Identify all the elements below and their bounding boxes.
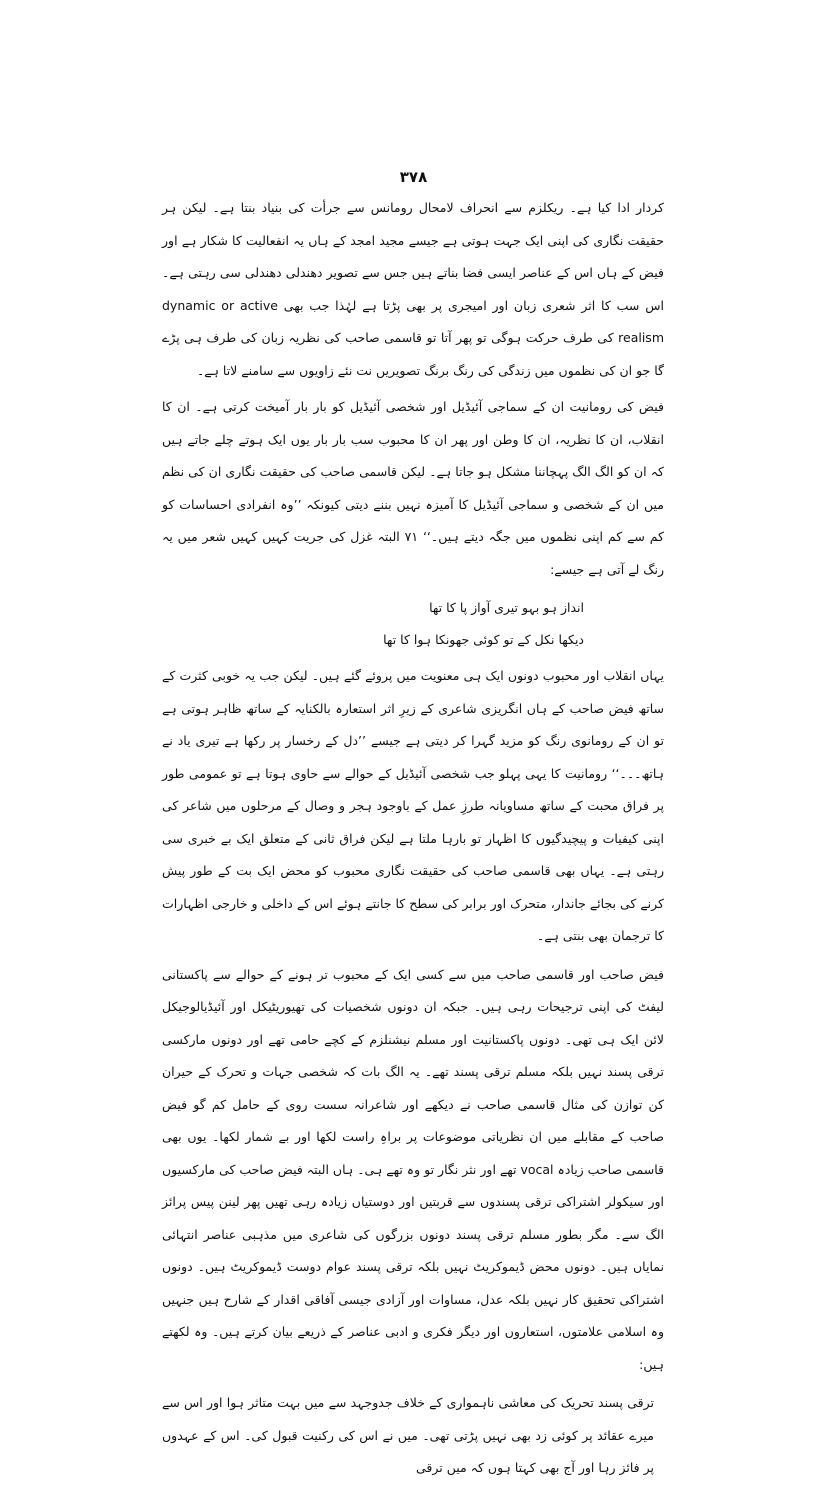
paragraph: کردار ادا کیا ہے۔ ریکلزم سے انحراف لامحال رومانس سے جرأت کی بنیاد بنتا ہے۔ لیکن ہر حقیقت نگاری کی اپنی ایک جہت ہوتی ہے جیسے مجید امجد کے ہاں یہ انفعالیت کا شکار ہے اور فیض کے ہاں اس کے عناصر ایسی فضا بناتے ہیں جس سے تصویر دھندلی دھندلی سی رہتی ہے۔ اس سب کا اثر شعری زبان اور امیجری پر بھی پڑتا ہے لہٰذا جب بھی dynamic or active realism کی طرف حرکت ہوگی تو پھر آتا تو قاسمی صاحب کی نظریہ زبان کی طرف ہی پڑے گا جو ان کی نظموں میں زندگی کی رنگ برنگ تصویریں نت نئے زاویوں سے سامنے لاتا ہے۔ — [162, 200, 664, 378]
paragraph: یہاں انقلاب اور محبوب دونوں ایک ہی معنویت میں پروئے گئے ہیں۔ لیکن جب یہ خوبی کثرت کے ساتھ فیض صاحب کے ہاں انگریزی شاعری کے زیرِ اثر استعارہ بالکنایہ کے ساتھ ظاہر ہوتی ہے تو ان کے رومانوی رنگ کو مزید گہرا کر دیتی ہے جیسے ’’دل کے رخسار پر رکھا ہے تیری یاد نے ہاتھ۔۔۔‘‘ رومانیت کا یہی پہلو جب شخصی آئیڈیل کے حوالے سے حاوی ہوتا ہے تو عمومی طور پر فراق محبت کے ساتھ مساویانہ طرزِ عمل کے باوجود ہجر و وصال کے مرحلوں میں شاعر کی اپنی کیفیات و پیچیدگیوں کا اظہار تو بارہا ملتا ہے لیکن فراق ثانی کے متعلق ایک بے خبری سی رہتی ہے۔ یہاں بھی قاسمی صاحب کی حقیقت نگاری محبوب کو محض ایک بت کے طور پیش کرنے کی بجائے جاندار، متحرک اور برابر کی سطح کا جانتے ہوئے اس کے داخلی و خارجی اظہارات کا ترجمان بھی بنتی ہے۔ — [162, 668, 664, 943]
verse-couplet — [162, 592, 664, 656]
paragraph: فیض صاحب اور قاسمی صاحب میں سے کسی ایک کے محبوب تر ہونے کے حوالے سے پاکستانی لیفٹ کی اپنی ترجیحات رہی ہیں۔ جبکہ ان دونوں شخصیات کی تھیوریٹیکل اور آئیڈیالوجیکل لائن ایک ہی تھی۔ دونوں پاکستانیت اور مسلم نیشنلزم کے کچے حامی تھے اور دونوں مارکسی ترقی پسند نہیں بلکہ مسلم ترقی پسند تھے۔ یہ الگ بات کہ شخصی جہات و تحرک کے حیران کن توازن کی مثال قاسمی صاحب نے دیکھے اور شاعرانہ سست روی کے حامل کم گو فیض صاحب کے مقابلے میں ان نظریاتی موضوعات پر براہِ راست لکھا اور بے شمار لکھا۔ یوں بھی قاسمی صاحب زیادہ vocal تھے اور نثر نگار تو وہ تھے ہی۔ ہاں البتہ فیض صاحب کی مارکسیوں اور سیکولر اشتراکی ترقی پسندوں سے قربتیں اور دوستیاں زیادہ رہی تھیں پھر لینن پیس پرائز الگ سے۔ مگر بطور مسلم ترقی پسند دونوں بزرگوں کی شاعری میں مذہبی عناصر انتہائی نمایاں ہیں۔ دونوں محض ڈیموکریٹ نہیں بلکہ ترقی پسند عوام دوست ڈیموکریٹ ہیں۔ دونوں اشتراکی تحقیق کار نہیں بلکہ عدل، مساوات اور آزادی جیسی آفاقی اقدار کے شارح ہیں جنہیں وہ اسلامی علامتوں، استعاروں اور دیگر فکری و ادبی عناصر کے ذریعے بیان کرتے ہیں۔ وہ لکھتے ہیں: — [162, 966, 664, 1372]
verse-line: انداز ہو بہو تیری آواز پا کا تھا — [429, 600, 584, 615]
page-body — [162, 192, 664, 1485]
block-quote: ترقی پسند تحریک کی معاشی ناہمواری کے خلاف جدوجہد سے میں بہت متاثر ہوا اور اس سے میرے عقائد پر کوئی زد بھی نہیں پڑتی تھی۔ میں نے اس کی رکنیت قبول کی۔ اس کے عہدوں پر فائز رہا اور آج بھی کہتا ہوں کہ میں ترقی — [162, 1395, 654, 1475]
page-number: ۳۷۸ — [399, 168, 428, 186]
paragraph: فیض کی رومانیت ان کے سماجی آئیڈیل اور شخصی آئیڈیل کو بار بار آمیخت کرتی ہے۔ ان کا انقلاب، ان کا نظریہ، ان کا وطن اور پھر ان کا محبوب سب بار بار یوں ایک ہوتے چلے جاتے ہیں کہ ان کو الگ الگ پہچاننا مشکل ہو جاتا ہے۔ لیکن قاسمی صاحب کی حقیقت نگاری ان کی نظم میں ان کے شخصی و سماجی آئیڈیل کا آمیزہ نہیں بننے دیتی کیونکہ ’’وہ انفرادی احساسات کو کم سے کم اپنی نظموں میں جگہ دیتے ہیں۔‘‘ ۷۱ البتہ غزل کی جریت کہیں کہیں شعر میں یہ رنگ لے آتی ہے جیسے: — [162, 399, 664, 577]
verse-line: دیکھا نکل کے تو کوئی جھونکا ہوا کا تھا — [383, 632, 584, 647]
